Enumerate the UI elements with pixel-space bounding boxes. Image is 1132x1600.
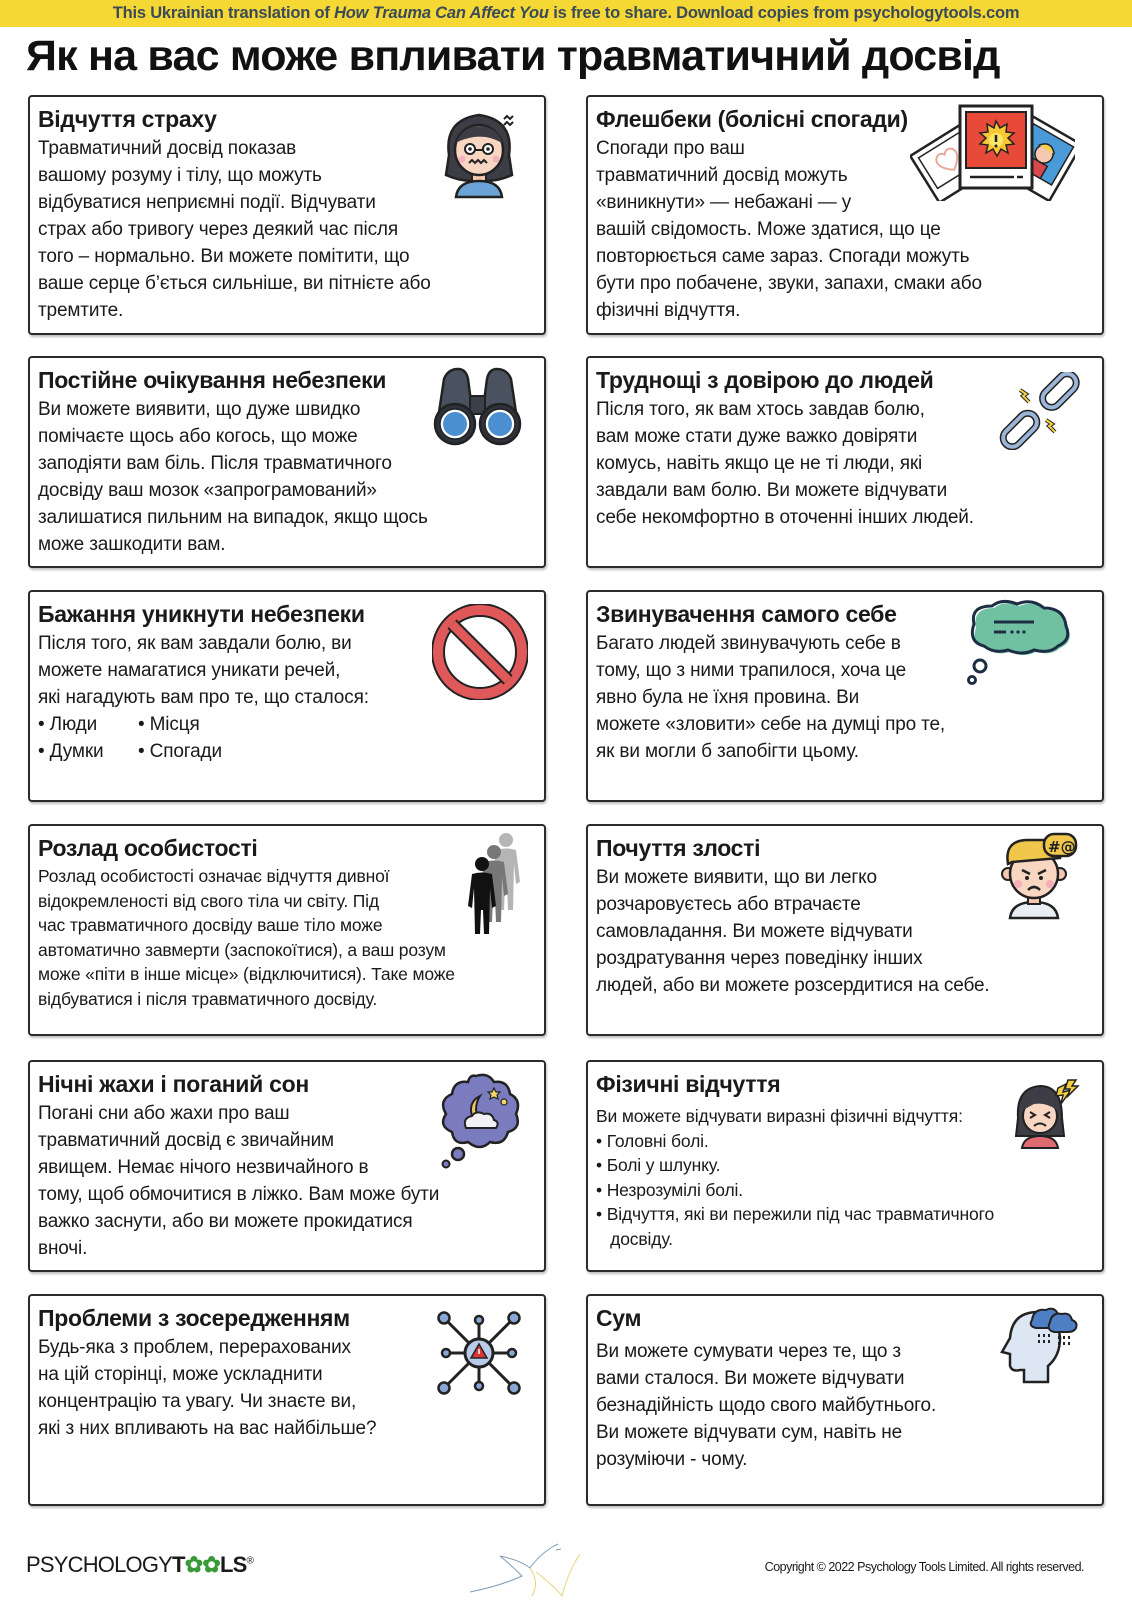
card-line: Багато людей звинувачують себе в [596,633,901,654]
banner-prefix: This Ukrainian translation of [112,4,335,22]
card-self-blame [586,590,1104,802]
photos-flashback-icon [910,101,1075,201]
card-dissociation [28,824,546,1036]
logo-text-bold: LS [219,1552,247,1577]
binoculars-icon [430,364,525,446]
card-line: повторюється саме зараз. Спогади можуть [596,246,970,267]
card-anger [586,824,1104,1036]
card-line: Травматичний досвід показав [38,138,297,159]
card-line: • Незрозумілі болі. [596,1179,744,1200]
card-line: які з них впливають на вас найбільше? [38,1418,377,1439]
angry-boy-icon [998,832,1078,922]
card-title: Розлад особистості [38,835,258,861]
card-line: можете «зловити» себе на думці про те, [596,714,946,735]
card-line: вашому розуму і тілу, що можуть [38,165,322,186]
logo-text: PSYCHOLOGY [26,1552,173,1577]
card-title: Труднощі з довірою до людей [596,367,934,393]
card-line: досвіду ваш мозок «запрограмований» [38,480,377,501]
card-title: Нічні жахи і поганий сон [38,1071,309,1097]
card-line: може «піти в інше місце» (відключитися). Таке може [38,964,455,984]
card-line: розуміючи - чому. [596,1449,748,1470]
card-title: Постійне очікування небезпеки [38,367,387,393]
bullet-row [38,738,536,765]
card-line: як ви могли б запобігти цьому. [596,741,859,762]
card-title: Сум [596,1305,642,1331]
page-title: Як на вас може впливати травматичний досвід [26,32,1000,80]
card-line: бути про побачене, звуки, запахи, смаки або [596,273,982,294]
card-line: помічаєте щось або когось, що може [38,426,358,447]
share-banner [0,0,1132,27]
card-line: травматичний досвід є звичайним [38,1130,334,1151]
prohibited-sign-icon [432,604,528,700]
card-title: Проблеми з зосередженням [38,1305,350,1331]
bullet-item: • Люди [38,714,98,735]
card-line: явищем. Немає нічого незвичайного в [38,1157,369,1178]
card-body [38,864,536,1011]
psychology-tools-logo [26,1552,253,1578]
card-hypervigilance [28,356,546,568]
bullet-item: • Думки [38,741,104,762]
card-line: себе некомфортно в оточенні інших людей. [596,507,974,528]
network-warning-icon [434,1308,524,1398]
card-line: заподіяти вам біль. Після травматичного [38,453,392,474]
card-line: травматичний досвід можуть [596,165,848,186]
svg-text:#@: #@ [1048,838,1076,856]
copyright-text: Copyright © 2022 Psychology Tools Limited. All rights reserved. [764,1560,1084,1574]
card-line: вами сталося. Ви можете відчувати [596,1368,905,1389]
thought-cloud-icon [964,598,1076,694]
card-line: фізичні відчуття. [596,300,741,321]
card-title: Бажання уникнути небезпеки [38,601,365,627]
card-line: тому, щоб обмочитися в ліжко. Вам може бути [38,1184,440,1205]
card-line: може зашкодити вам. [38,534,226,555]
card-line: концентрацію та увагу. Чи знаєте ви, [38,1391,357,1412]
card-line: ваше серце б’ється сильніше, ви пітнієте або [38,273,431,294]
bullet-row [38,711,536,738]
card-line: роздратування через поведінку інших [596,948,923,969]
card-line: відбуватися неприємні події. Відчувати [38,192,376,213]
card-line: тому, що з ними трапилося, хоча це [596,660,907,681]
card-line: комусь, навіть якщо це не ті люди, які [596,453,923,474]
card-line: можете намагатися уникати речей, [38,660,341,681]
card-line: людей, або ви можете розсердитися на себе. [596,975,990,996]
card-physical [586,1060,1104,1272]
card-line: самовладання. Ви можете відчувати [596,921,913,942]
card-line: тремтите. [38,300,124,321]
card-line: які нагадують вам про те, що сталося: [38,687,369,708]
card-title: Флешбеки (болісні спогади) [596,106,908,132]
card-line: Після того, як вам хтось завдав болю, [596,399,925,420]
card-line: відокремленості від свого тіла чи світу. Під [38,890,379,911]
card-trust [586,356,1104,568]
bullet-item: • Спогади [138,741,222,762]
card-line: страх або тривогу через деякий час після [38,219,399,240]
card-line: «виникнути» — небажані — у [596,192,852,213]
card-line: Ви можете відчувати виразні фізичні відчуття: [596,1106,963,1126]
gear-icon: ✿✿ [184,1552,220,1577]
logo-text-bold: T [172,1552,185,1577]
card-line: важко заснути, або ви можете прокидатися [38,1211,413,1232]
card-avoidance [28,590,546,802]
card-line: розчаровуєтесь або втрачаєте [596,894,861,915]
card-line: час травматичного досвіду ваше тіло може [38,915,383,935]
card-sadness [586,1294,1104,1506]
card-concentration [28,1294,546,1506]
night-dream-cloud-icon [436,1070,526,1170]
card-title: Фізичні відчуття [596,1071,781,1097]
dissociation-figures-icon [466,832,528,936]
card-line: відбуватися і після травматичного досвіду. [38,988,378,1009]
card-line: Погані сни або жахи про ваш [38,1103,290,1124]
card-line: на цій сторінці, може ускладнити [38,1364,323,1385]
card-line: Спогади про ваш [596,138,745,159]
card-line: автоматично завмерти (заспокоїтися), а ваш розум [38,939,446,960]
card-line: Ви можете виявити, що дуже швидко [38,399,361,420]
card-line: Після того, як вам завдали болю, ви [38,633,352,654]
card-line: Ви можете виявити, що ви легко [596,867,877,888]
card-line: Розлад особистості означає відчуття дивної [38,866,390,886]
scared-woman-icon [434,105,524,200]
registered-mark: ® [246,1555,254,1567]
bullet-item: • Місця [138,714,200,735]
card-line: того – нормально. Ви можете помітити, що [38,246,410,267]
card-title: Звинувачення самого себе [596,601,897,627]
card-title: Почуття злості [596,835,761,861]
card-line: Ви можете відчувати сум, навіть не [596,1422,903,1443]
sad-head-rain-cloud-icon [998,1306,1078,1386]
card-flashbacks [586,95,1104,335]
card-line: залишатися пильним на випадок, якщо щось [38,507,428,528]
peace-dove-icon [470,1542,640,1597]
card-line: явно була не їхня провина. Ви [596,687,860,708]
card-title: Відчуття страху [38,106,217,132]
headache-girl-icon [1010,1078,1082,1150]
card-line: • Відчуття, які ви пережили під час травматичного [596,1204,995,1224]
card-nightmares [28,1060,546,1272]
card-fear [28,95,546,335]
broken-chain-icon [998,372,1080,450]
card-line: вам може стати дуже важко довіряти [596,426,918,447]
card-line: • Головні болі. [596,1130,709,1151]
banner-title-italic: How Trauma Can Affect You [334,4,549,22]
card-line: досвіду. [596,1228,673,1249]
card-line: • Болі у шлунку. [596,1155,721,1175]
card-line: Ви можете сумувати через те, що з [596,1341,901,1362]
card-line: вночі. [38,1238,88,1259]
card-line: безнадійність щодо свого майбутнього. [596,1395,937,1416]
card-line: вашій свідомость. Може здатися, що це [596,219,941,240]
banner-suffix: is free to share. Download copies from psychologytools.com [548,4,1020,22]
card-line: Будь-яка з проблем, перерахованих [38,1337,351,1358]
card-line: завдали вам болю. Ви можете відчувати [596,480,948,501]
